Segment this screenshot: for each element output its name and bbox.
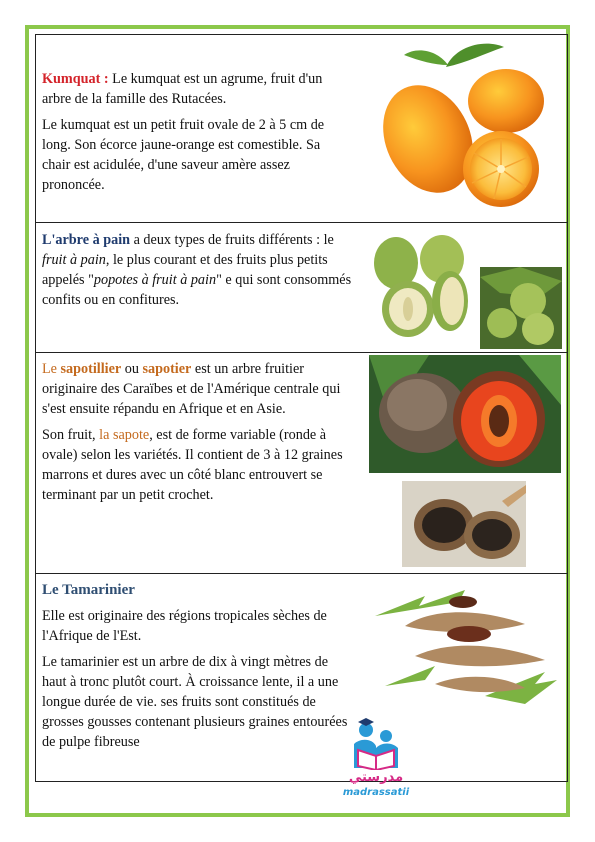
logo-children-reading-icon bbox=[336, 718, 416, 770]
sapote-name: la sapote bbox=[99, 427, 150, 443]
tamarind-photo bbox=[375, 576, 557, 712]
sapotier-name: sapotier bbox=[142, 361, 192, 377]
row-kumquat bbox=[36, 35, 567, 222]
kumquat-photo bbox=[376, 39, 556, 211]
sapote-text-2: , est de forme variable (ronde à ovale) selon les variétés. Il contient de 3 à 12 graines marrons et dures avec un côté blanc entrouvert se terminant par un petit crochet. bbox=[42, 427, 343, 503]
logo-latin-text: madrassatii bbox=[342, 787, 410, 798]
tamarinier-origin: Elle est originaire des régions tropicales sèches de l'Afrique de l'Est. bbox=[42, 608, 327, 644]
sapote-seeds-photo bbox=[402, 481, 526, 567]
row-sapotillier bbox=[36, 352, 567, 573]
arbre-a-pain-text-2: , le plus courant et des fruits plus petits appelés " bbox=[42, 252, 328, 288]
logo-arabic-text: مدرستي bbox=[348, 770, 404, 785]
sapote-text-1: Son fruit, bbox=[42, 427, 100, 443]
popotes-term: popotes à fruit à pain bbox=[93, 272, 217, 288]
row-arbre-a-pain bbox=[36, 222, 567, 352]
row-tamarinier bbox=[36, 573, 567, 783]
arbre-a-pain-title: L'arbre à pain bbox=[42, 232, 131, 248]
breadfruit-cut-photo bbox=[372, 225, 470, 340]
sapotillier-text-1: Le bbox=[42, 361, 61, 377]
sapotillier-text bbox=[42, 359, 352, 511]
fruits-table bbox=[35, 34, 568, 782]
arbre-a-pain-text bbox=[42, 230, 360, 316]
madrassatii-logo bbox=[336, 718, 416, 804]
sapote-cut-photo bbox=[369, 355, 561, 473]
kumquat-title: Kumquat : bbox=[42, 71, 109, 87]
sapotillier-text-2: ou bbox=[121, 361, 143, 377]
kumquat-intro: Le kumquat est un agrume, fruit d'un arbre de la famille des Rutacées. bbox=[42, 71, 323, 107]
arbre-a-pain-text-3: " e qui sont consommés confits ou en confitures. bbox=[42, 272, 352, 308]
tamarinier-description: Le tamarinier est un arbre de dix à vingt mètres de haut à tronc plutôt court. À croissance lente, il a une longue durée de vie. ses fruits sont constitués de grosses gousses contenant plusieurs graines entourées de pulpe fibreuse bbox=[42, 654, 348, 750]
kumquat-text bbox=[42, 69, 342, 201]
sapotillier-name: sapotillier bbox=[60, 361, 122, 377]
fruit-a-pain-term: fruit à pain bbox=[42, 252, 106, 268]
kumquat-description: Le kumquat est un petit fruit ovale de 2 à 5 cm de long. Son écorce jaune-orange est comestible. Sa chair est acidulée, d'une saveur amère assez prononcée. bbox=[42, 117, 325, 193]
tamarinier-title: Le Tamarinier bbox=[42, 582, 135, 598]
sapotillier-text-3: est un arbre fruitier originaire des Caraïbes et de l'Amérique centrale qui s'est ensuite répandu en Afrique et en Asie. bbox=[42, 361, 341, 417]
breadfruit-tree-photo bbox=[480, 267, 562, 349]
tamarinier-text bbox=[42, 580, 348, 758]
arbre-a-pain-text-1: a deux types de fruits différents : le bbox=[130, 232, 334, 248]
